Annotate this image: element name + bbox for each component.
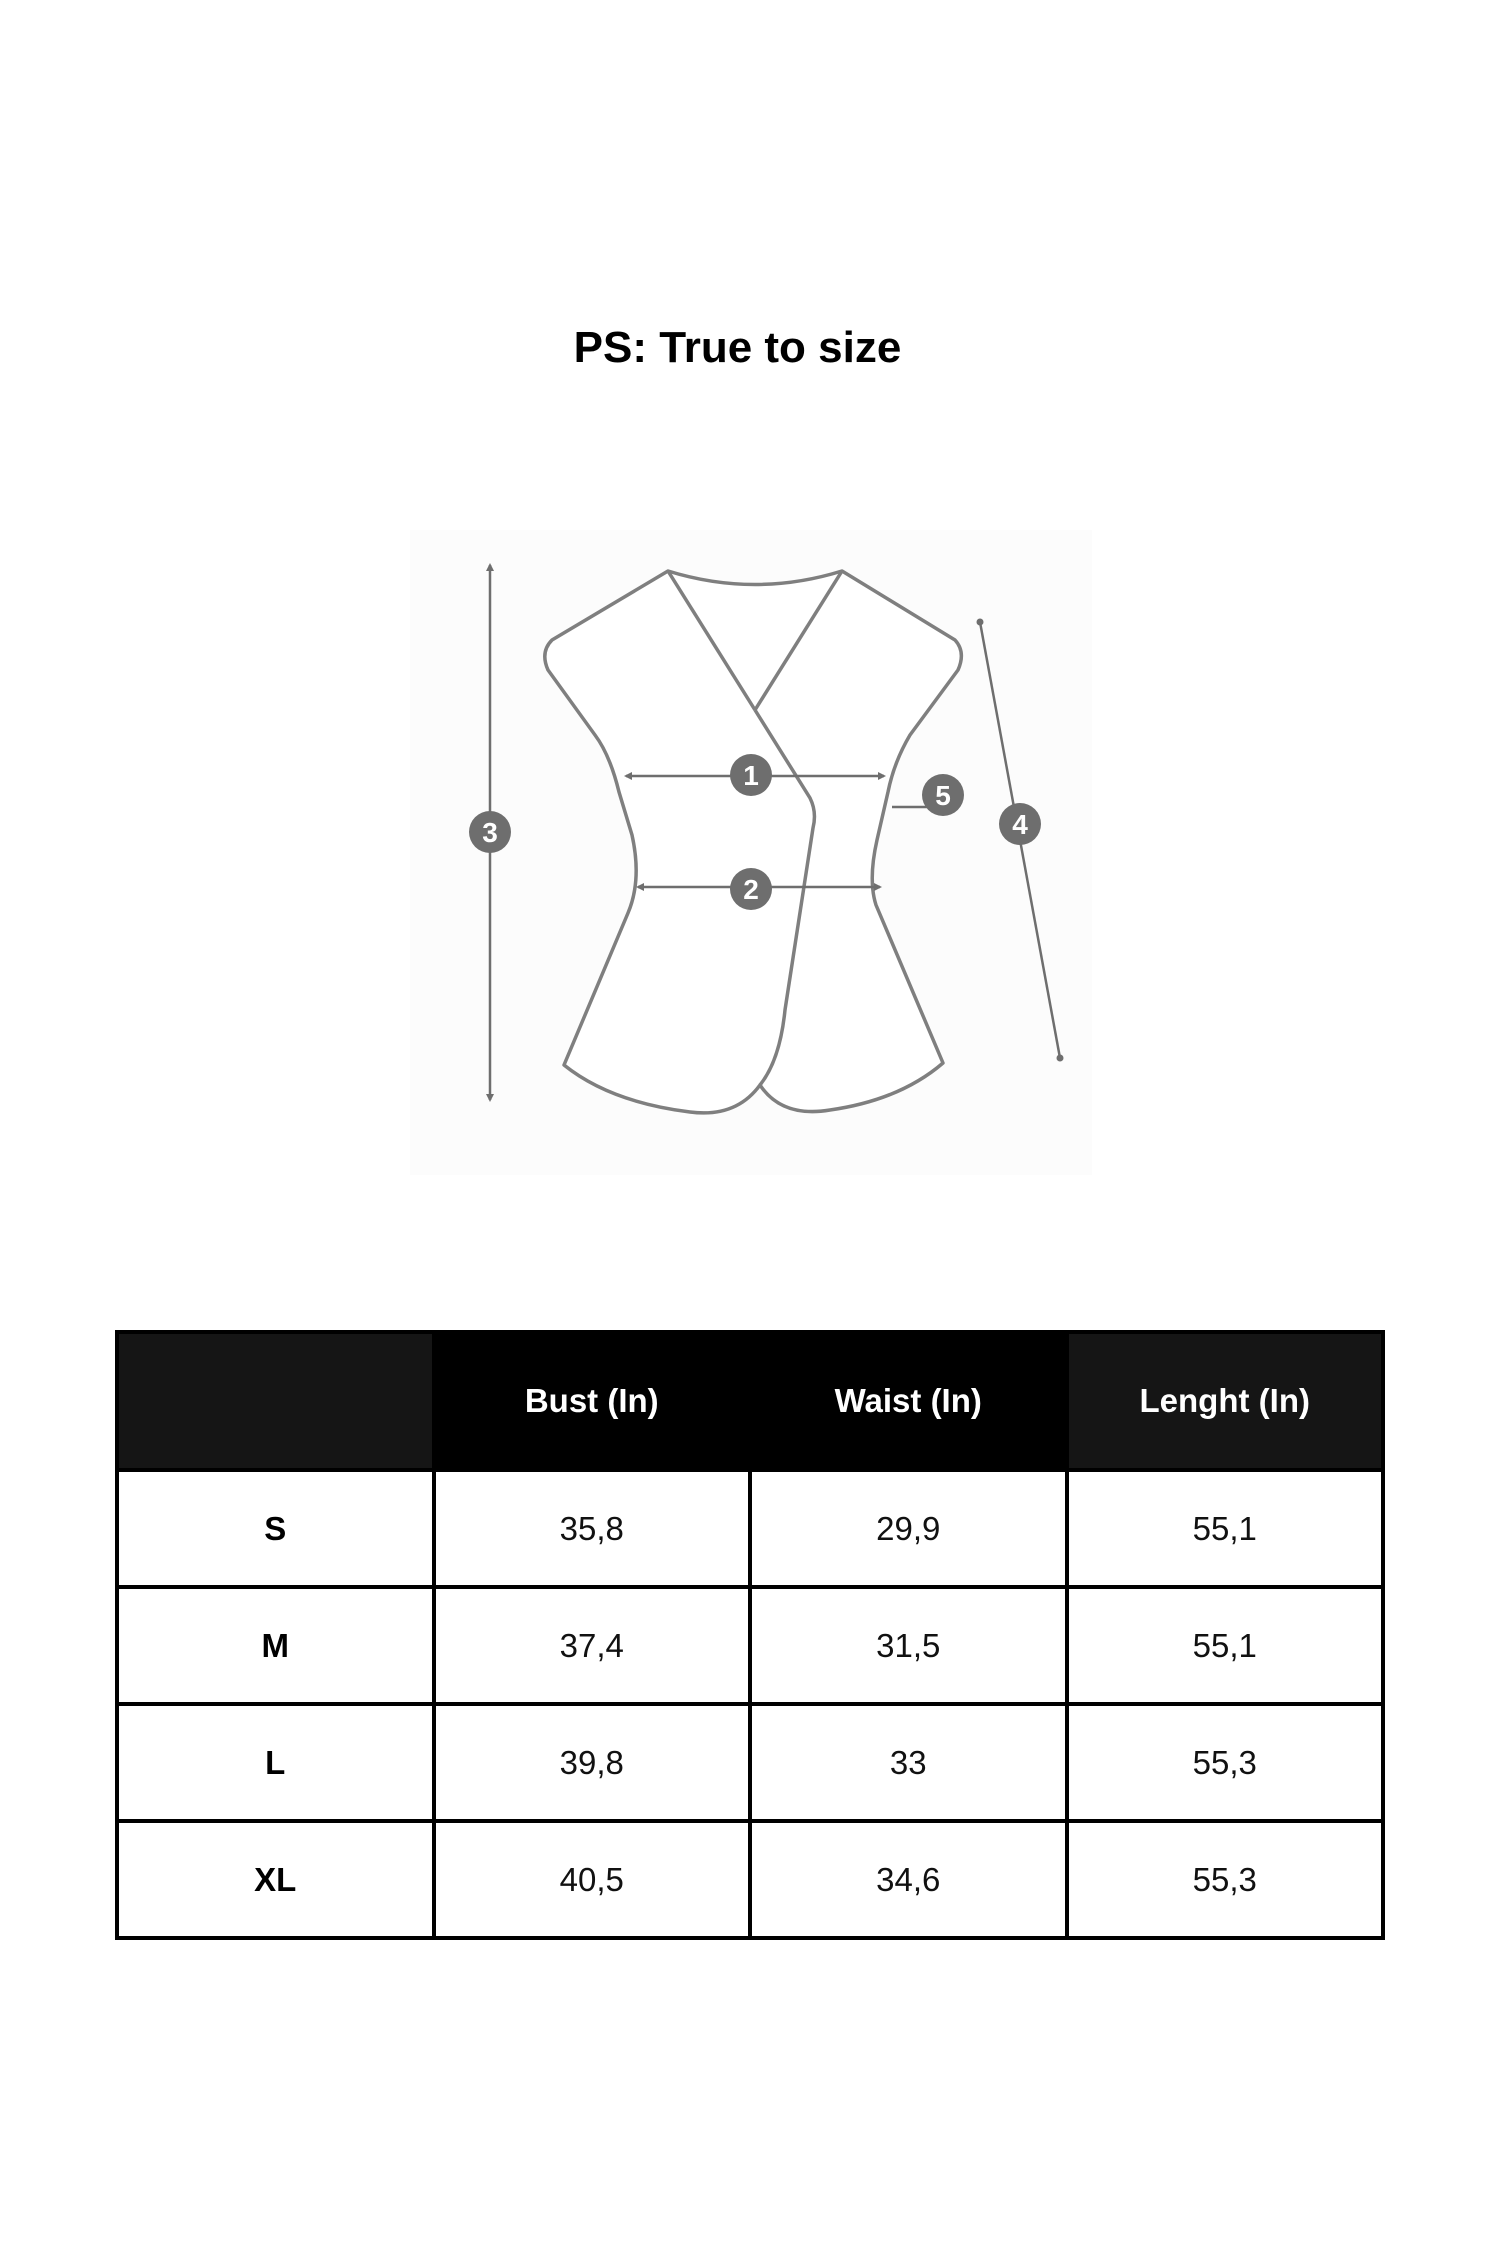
header-size [117, 1332, 434, 1470]
marker-3 [469, 811, 511, 853]
marker-2-label: 2 [743, 874, 759, 905]
marker-1-label: 1 [743, 760, 759, 791]
table-row [117, 1470, 1383, 1587]
marker-1 [730, 754, 772, 796]
bust-cell: 40,5 [434, 1821, 751, 1938]
side-measure-end-bottom [1057, 1055, 1064, 1062]
size-chart-table [115, 1330, 1385, 1940]
waist-cell: 31,5 [750, 1587, 1067, 1704]
page-title: PS: True to size [573, 323, 902, 372]
marker-3-label: 3 [482, 817, 498, 848]
waist-cell: 34,6 [750, 1821, 1067, 1938]
garment-diagram-svg [410, 530, 1092, 1175]
length-cell: 55,3 [1067, 1704, 1384, 1821]
marker-2 [730, 868, 772, 910]
marker-4 [999, 803, 1041, 845]
side-measure-end-top [977, 619, 984, 626]
header-length: Lenght (In) [1067, 1332, 1384, 1470]
length-cell: 55,1 [1067, 1587, 1384, 1704]
marker-5-label: 5 [935, 780, 951, 811]
size-cell: L [117, 1704, 434, 1821]
waist-cell: 29,9 [750, 1470, 1067, 1587]
length-cell: 55,3 [1067, 1821, 1384, 1938]
garment-diagram [410, 530, 1092, 1175]
table-header-row [117, 1332, 1383, 1470]
length-cell: 55,1 [1067, 1470, 1384, 1587]
size-cell: S [117, 1470, 434, 1587]
header-waist: Waist (In) [750, 1332, 1067, 1470]
size-cell: XL [117, 1821, 434, 1938]
table-row [117, 1821, 1383, 1938]
waist-cell: 33 [750, 1704, 1067, 1821]
table-row [117, 1587, 1383, 1704]
header-bust: Bust (In) [434, 1332, 751, 1470]
marker-5 [922, 774, 964, 816]
table-row [117, 1704, 1383, 1821]
bust-cell: 37,4 [434, 1587, 751, 1704]
bust-cell: 39,8 [434, 1704, 751, 1821]
size-cell: M [117, 1587, 434, 1704]
bust-cell: 35,8 [434, 1470, 751, 1587]
marker-4-label: 4 [1012, 809, 1028, 840]
